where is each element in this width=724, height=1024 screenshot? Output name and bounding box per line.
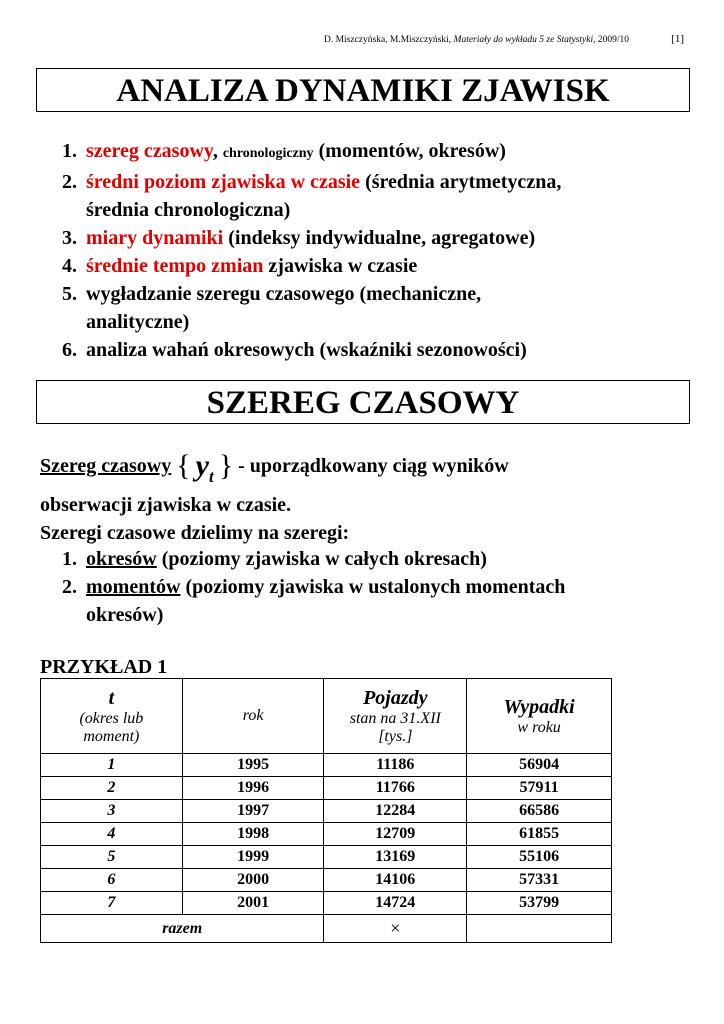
symbol-yt: [195, 449, 214, 486]
cell-t: 7: [41, 892, 183, 915]
item-number: 3.: [62, 227, 77, 249]
data-table: [40, 678, 612, 943]
header-title: Materiały do wykładu 5 ze Statystyki: [453, 35, 594, 45]
item-number: 2.: [62, 576, 77, 598]
item-number: 2.: [62, 171, 77, 193]
table-row: [41, 823, 612, 846]
definition-paragraph: [40, 449, 690, 547]
definition-text3: Szeregi czasowe dzielimy na szeregi:: [40, 522, 350, 544]
table-row: [41, 777, 612, 800]
cell-wypadki: 57331: [467, 869, 612, 892]
item-text: analiza wahań okresowych (wskaźniki sezonowości): [86, 339, 527, 361]
item-number: 4.: [62, 255, 77, 277]
item-text: wygładzanie szeregu czasowego (mechaniczne,: [86, 283, 482, 305]
item-highlight: szereg czasowy: [86, 140, 213, 162]
item-term: okresów: [86, 548, 157, 570]
list-item: [62, 280, 682, 336]
table-footer-row: [41, 915, 612, 943]
table-header-row: [41, 679, 612, 754]
list-item: [62, 336, 682, 364]
item-highlight: średnie tempo zmian: [86, 255, 264, 277]
header-pojazdy-sub1: stan na 31.XII: [349, 709, 441, 727]
header-t-title: t: [108, 686, 115, 709]
section-title-analiza: ANALIZA DYNAMIKI ZJAWISK: [36, 68, 690, 112]
cell-pojazdy: 11186: [324, 754, 467, 777]
footer-label: razem: [41, 915, 324, 943]
definition-text2: obserwacji zjawiska w czasie.: [40, 494, 292, 516]
series-types-list: [62, 545, 682, 629]
footer-pojazdy: ×: [324, 915, 467, 943]
cell-wypadki: 56904: [467, 754, 612, 777]
cell-wypadki: 53799: [467, 892, 612, 915]
list-item: [62, 137, 682, 168]
cell-wypadki: 66586: [467, 800, 612, 823]
item-number: 1.: [62, 140, 77, 162]
definition-dash: -: [233, 455, 250, 477]
item-text: (średnia arytmetyczna,: [360, 171, 562, 193]
cell-t: 2: [41, 777, 183, 800]
list-item: [62, 224, 682, 252]
item-number: 6.: [62, 339, 77, 361]
header-pojazdy: [324, 679, 467, 754]
brace-close: }: [218, 449, 234, 482]
symbol-y: y: [195, 449, 209, 482]
header-t: [41, 679, 183, 754]
header-rok-title: rok: [242, 707, 264, 724]
example-label: PRZYKŁAD 1: [40, 656, 168, 678]
header-wypadki-sub1: w roku: [517, 718, 561, 736]
cell-t: 4: [41, 823, 183, 846]
cell-pojazdy: 14106: [324, 869, 467, 892]
item-term: momentów: [86, 576, 181, 598]
item-text-line2: okresów): [86, 604, 164, 626]
item-number: 1.: [62, 548, 77, 570]
cell-rok: 1997: [182, 800, 324, 823]
cell-wypadki: 61855: [467, 823, 612, 846]
cell-pojazdy: 12284: [324, 800, 467, 823]
header-wypadki: [467, 679, 612, 754]
item-highlight: miary dynamiki: [86, 227, 224, 249]
list-item: [62, 573, 682, 629]
cell-wypadki: 55106: [467, 846, 612, 869]
header-year: , 2009/10: [593, 35, 629, 45]
cell-t: 3: [41, 800, 183, 823]
definition-term: Szereg czasowy: [40, 455, 172, 477]
section-title-szereg: SZEREG CZASOWY: [36, 380, 690, 424]
item-text: (momentów, okresów): [313, 140, 506, 162]
header-pojazdy-title: Pojazdy: [363, 686, 428, 709]
item-small: chronologiczny: [222, 146, 314, 161]
table-row: [41, 892, 612, 915]
cell-t: 1: [41, 754, 183, 777]
definition-text1: uporządkowany ciąg wyników: [249, 455, 509, 477]
item-text: (poziomy zjawiska w całych okresach): [156, 548, 487, 570]
header-t-sub1: (okres lub: [79, 709, 144, 727]
header-pojazdy-sub2: [tys.]: [378, 727, 413, 745]
cell-rok: 2000: [182, 869, 324, 892]
item-text: zjawiska w czasie: [263, 255, 418, 277]
item-text-line2: średnia chronologiczna): [86, 199, 291, 221]
item-text: (poziomy zjawiska w ustalonych momentach: [180, 576, 566, 598]
item-number: 5.: [62, 283, 77, 305]
header-wypadki-title: Wypadki: [503, 695, 575, 718]
list-item: [62, 545, 682, 573]
cell-rok: 1998: [182, 823, 324, 846]
cell-rok: 1995: [182, 754, 324, 777]
item-text: (indeksy indywidualne, agregatowe): [223, 227, 536, 249]
page-number: [1]: [671, 33, 684, 45]
table-row: [41, 754, 612, 777]
item-sep: ,: [212, 140, 223, 162]
cell-t: 6: [41, 869, 183, 892]
header-authors: D. Miszczyńska, M.Miszczyński,: [323, 35, 452, 45]
header-citation: [324, 35, 629, 45]
table-body: [41, 754, 612, 915]
topics-list: [62, 137, 682, 364]
cell-pojazdy: 13169: [324, 846, 467, 869]
header-t-sub2: moment): [83, 727, 140, 745]
cell-wypadki: 57911: [467, 777, 612, 800]
table-row: [41, 800, 612, 823]
brace-open: {: [176, 449, 191, 482]
cell-t: 5: [41, 846, 183, 869]
cell-pojazdy: 14724: [324, 892, 467, 915]
footer-wypadki: [467, 915, 612, 943]
cell-pojazdy: 11766: [324, 777, 467, 800]
table-row: [41, 869, 612, 892]
cell-rok: 2001: [182, 892, 324, 915]
symbol-subscript: t: [208, 467, 214, 486]
item-text-line2: analityczne): [86, 311, 190, 333]
cell-rok: 1996: [182, 777, 324, 800]
cell-pojazdy: 12709: [324, 823, 467, 846]
header-rok: [182, 679, 324, 754]
table-row: [41, 846, 612, 869]
cell-rok: 1999: [182, 846, 324, 869]
list-item: [62, 168, 682, 224]
item-highlight: średni poziom zjawiska w czasie: [86, 171, 361, 193]
list-item: [62, 252, 682, 280]
